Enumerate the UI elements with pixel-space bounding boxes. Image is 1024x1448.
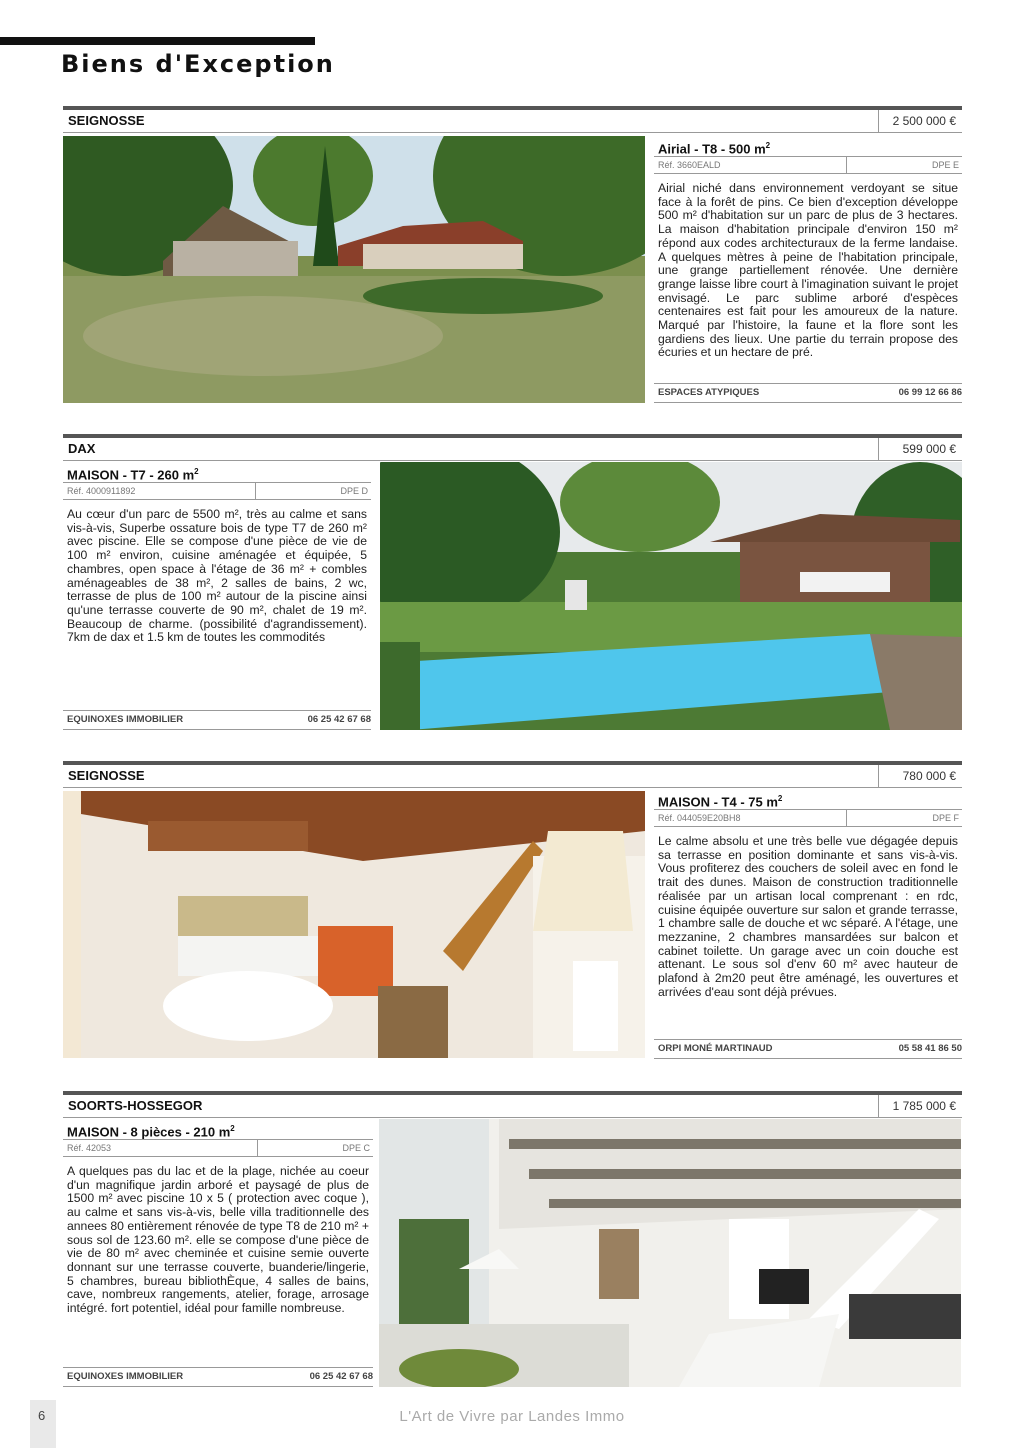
property-ref: Réf. 044059E20BH8 <box>658 813 741 823</box>
property-description: A quelques pas du lac et de la plage, nichée au coeur d'un magnifique jardin arboré et paysagé de plus de 1500 m² avec piscine 10 x 5 ( protection avec coque ), au calme et sans vis-à-vis, belle villa traditionnelle des annees 80 entièrement rénovée de type T8 de 210 m² + sous sol de 123.60 m². elle se compose d'une pièce de vie de 80 m² avec cheminée et cuisine semie ouverte donnant sur une terrasse couverte, buanderie/lingerie, 5 chambres, bureau bibliothÈque, 4 salles de bains, cave, nombreux rangements, atelier, forage, arrosage intégré. fort potentiel, idéal pour famille nombreuse. <box>67 1164 369 1316</box>
listing-header <box>63 761 962 788</box>
listing-info <box>654 789 962 1059</box>
agency-row <box>63 1367 373 1387</box>
agency-name: ORPI MONÉ MARTINAUD <box>658 1043 773 1054</box>
listing-info <box>654 136 962 403</box>
agency-phone: 05 58 41 86 50 <box>898 1043 962 1054</box>
agency-name: EQUINOXES IMMOBILIER <box>67 1371 184 1382</box>
listing-seignosse-maison <box>63 761 962 1061</box>
listing-info <box>63 1119 373 1387</box>
page-number: 6 <box>38 1408 46 1423</box>
listing-price: 599 000 € <box>878 438 962 460</box>
footer-title: L'Art de Vivre par Landes Immo <box>399 1408 625 1425</box>
agency-row <box>654 1039 962 1059</box>
property-description: Au cœur d'un parc de 5500 m², très au calme et sans vis-à-vis, Superbe ossature bois de type T7 de 260 m² avec piscine. Elle se compose d'une pièce de vie de 100 m² environ, cuisine aménagée et équipée, 5 chambres, open space à l'étage de 36 m² + combles aménageables de 38 m², 2 salles de bains, 2 wc, terrasse de plus de 100 m² autour de la piscine ainsi qu'une terrasse couverte de 90 m², chalet de 19 m². Beaucoup de charme. (possibilité d'agrandissement). 7km de dax et 1.5 km de toutes les commodités <box>67 507 367 645</box>
property-photo-pool <box>380 462 962 730</box>
ref-row <box>654 157 962 174</box>
dpe-rating: DPE F <box>846 810 959 826</box>
listing-city: SOORTS-HOSSEGOR <box>68 1098 203 1113</box>
property-description: Le calme absolu et une très belle vue dégagée depuis sa terrasse en position dominante et sans vis-à-vis. Vous profiterez des couchers de soleil avec en fond le trait des dunes. Maison de construction traditionnelle réalisée par un artisan local comprenant : en rdc, cuisine équipée ouverture sur salon et grande terrasse, 1 chambre salle de douche et wc séparé. A l'étage, une mezzanine, 2 chambres mansardées sur balcon et cabinet toilette. Un garage avec un coin douche est attenant. Le sous sol d'env 60 m² avec hauteur de plafond à 2m20 peut être aménagé, les ouvertures et arrivées d'eau sont déjà prévues. <box>658 834 958 999</box>
top-accent-bar <box>0 37 315 45</box>
ref-row <box>654 810 962 827</box>
property-ref: Réf. 4000911892 <box>67 486 136 496</box>
agency-phone: 06 99 12 66 86 <box>898 387 962 398</box>
agency-phone: 06 25 42 67 68 <box>309 1371 373 1382</box>
listing-header <box>63 1091 962 1118</box>
listing-seignosse-airial <box>63 106 962 406</box>
dpe-rating: DPE D <box>255 483 368 499</box>
property-photo-interior <box>379 1119 961 1387</box>
listing-dax-maison <box>63 434 962 734</box>
listing-city: SEIGNOSSE <box>68 113 145 128</box>
dpe-rating: DPE E <box>846 157 959 173</box>
property-title: MAISON - T4 - 75 $m^2$ <box>654 789 962 810</box>
property-title: MAISON - T7 - 260 $m^2$ <box>63 462 371 483</box>
agency-phone: 06 25 42 67 68 <box>307 714 371 725</box>
property-ref: Réf. 3660EALD <box>658 160 721 170</box>
listing-price: 780 000 € <box>878 765 962 787</box>
property-photo-living-room <box>63 791 645 1058</box>
property-title: Airial - T8 - 500 $m^2$ <box>654 136 962 157</box>
property-ref: Réf. 42053 <box>67 1143 112 1153</box>
agency-name: ESPACES ATYPIQUES <box>658 387 760 398</box>
agency-row <box>63 710 371 730</box>
agency-row <box>654 383 962 403</box>
listing-price: 1 785 000 € <box>878 1095 962 1117</box>
listing-info <box>63 462 371 730</box>
ref-row <box>63 1140 373 1157</box>
property-photo-airial <box>63 136 645 403</box>
listing-city: SEIGNOSSE <box>68 768 145 783</box>
listing-soorts-hossegor <box>63 1091 962 1389</box>
listing-header <box>63 106 962 133</box>
page-heading: Biens d'Exception <box>61 50 335 78</box>
property-description: Airial niché dans environnement verdoyant se situe face à la forêt de pins. Ce bien d'exception développe 500 m² d'habitation sur un parc de plus de 3 hectares. La maison d'habitation principale d'environ 150 m² répond aux codes architecturaux de la ferme landaise. A quelques mètres à peine de l'habitation principale, une grange partiellement rénovée. Une dernière grange laisse libre court à l'imagination suivant le projet envisagé. Le parc sublime arboré d'espèces centenaires est fait pour les amoureux de la nature. Marqué par l'histoire, la faune et la flore sont les gardiens des lieux. Une partie du terrain propose des écuries et un hectare de pré. <box>658 181 958 360</box>
listing-price: 2 500 000 € <box>878 110 962 132</box>
listing-header <box>63 434 962 461</box>
agency-name: EQUINOXES IMMOBILIER <box>67 714 184 725</box>
ref-row <box>63 483 371 500</box>
listing-city: DAX <box>68 441 96 456</box>
property-title: MAISON - 8 pièces - 210 $m^2$ <box>63 1119 373 1140</box>
dpe-rating: DPE C <box>257 1140 370 1156</box>
